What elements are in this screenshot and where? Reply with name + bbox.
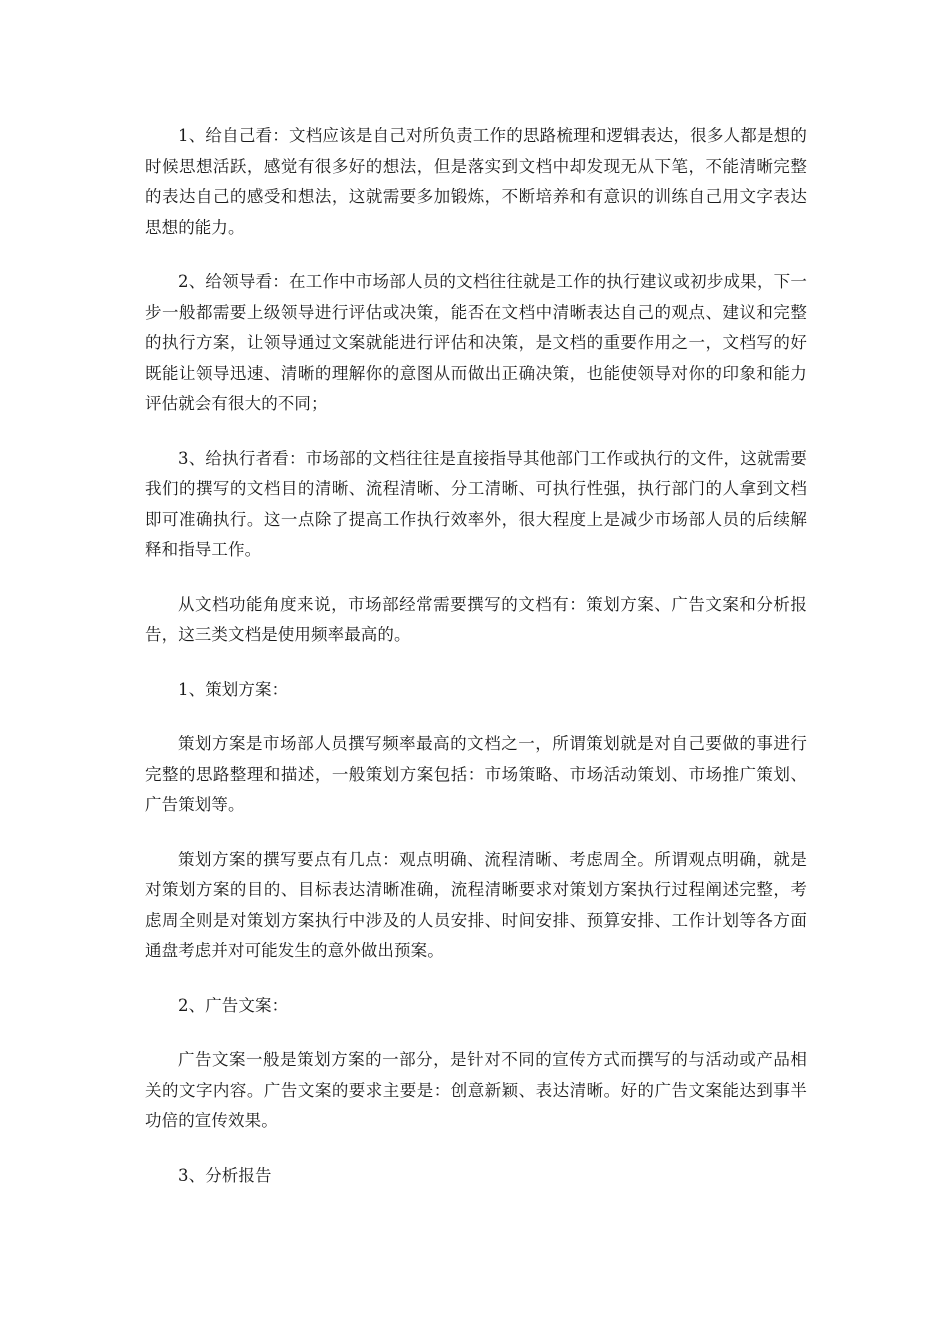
heading-planning-proposal: 1、策划方案： (178, 679, 289, 699)
heading-ad-copy: 2、广告文案： (178, 995, 289, 1015)
paragraph-give-executor: 3、给执行者看：市场部的文档往往是直接指导其他部门工作或执行的文件，这就需要我们的撰写的文档目的清晰、流程清晰、分工清晰、可执行性强，执行部门的人拿到文档即可准确执行。这一点除了提高工作执行效率外，很大程度上是减少市场部人员的后续解释和指导工作。 (145, 448, 807, 559)
document-page (145, 121, 807, 1215)
heading-analysis-report: 3、分析报告 (178, 1165, 272, 1185)
paragraph-planning-definition: 策划方案是市场部人员撰写频率最高的文档之一，所谓策划就是对自己要做的事进行完整的思路整理和描述，一般策划方案包括：市场策略、市场活动策划、市场推广策划、广告策划等。 (145, 734, 807, 814)
paragraph-give-leader: 2、给领导看：在工作中市场部人员的文档往往就是工作的执行建议或初步成果，下一步一般都需要上级领导进行评估或决策，能否在文档中清晰表达自己的观点、建议和完整的执行方案，让领导通过文案就能进行评估和决策，是文档的重要作用之一，文档写的好既能让领导迅速、清晰的理解你的意图从而做出正确决策，也能使领导对你的印象和能力评估就会有很大的不同； (145, 272, 807, 413)
paragraph-ad-copy: 广告文案一般是策划方案的一部分，是针对不同的宣传方式而撰写的与活动或产品相关的文字内容。广告文案的要求主要是：创意新颖、表达清晰。好的广告文案能达到事半功倍的宣传效果。 (145, 1050, 807, 1130)
paragraph-planning-key-points: 策划方案的撰写要点有几点：观点明确、流程清晰、考虑周全。所谓观点明确，就是对策划方案的目的、目标表达清晰准确，流程清晰要求对策划方案执行过程阐述完整，考虑周全则是对策划方案执行中涉及的人员安排、时间安排、预算安排、工作计划等各方面通盘考虑并对可能发生的意外做出预案。 (145, 849, 807, 960)
paragraph-give-self: 1、给自己看：文档应该是自己对所负责工作的思路梳理和逻辑表达，很多人都是想的时候思想活跃，感觉有很多好的想法，但是落实到文档中却发现无从下笔，不能清晰完整的表达自己的感受和想法，这就需要多加锻炼，不断培养和有意识的训练自己用文字表达思想的能力。 (145, 126, 807, 237)
paragraph-document-types: 从文档功能角度来说，市场部经常需要撰写的文档有：策划方案、广告文案和分析报告，这三类文档是使用频率最高的。 (145, 594, 807, 644)
